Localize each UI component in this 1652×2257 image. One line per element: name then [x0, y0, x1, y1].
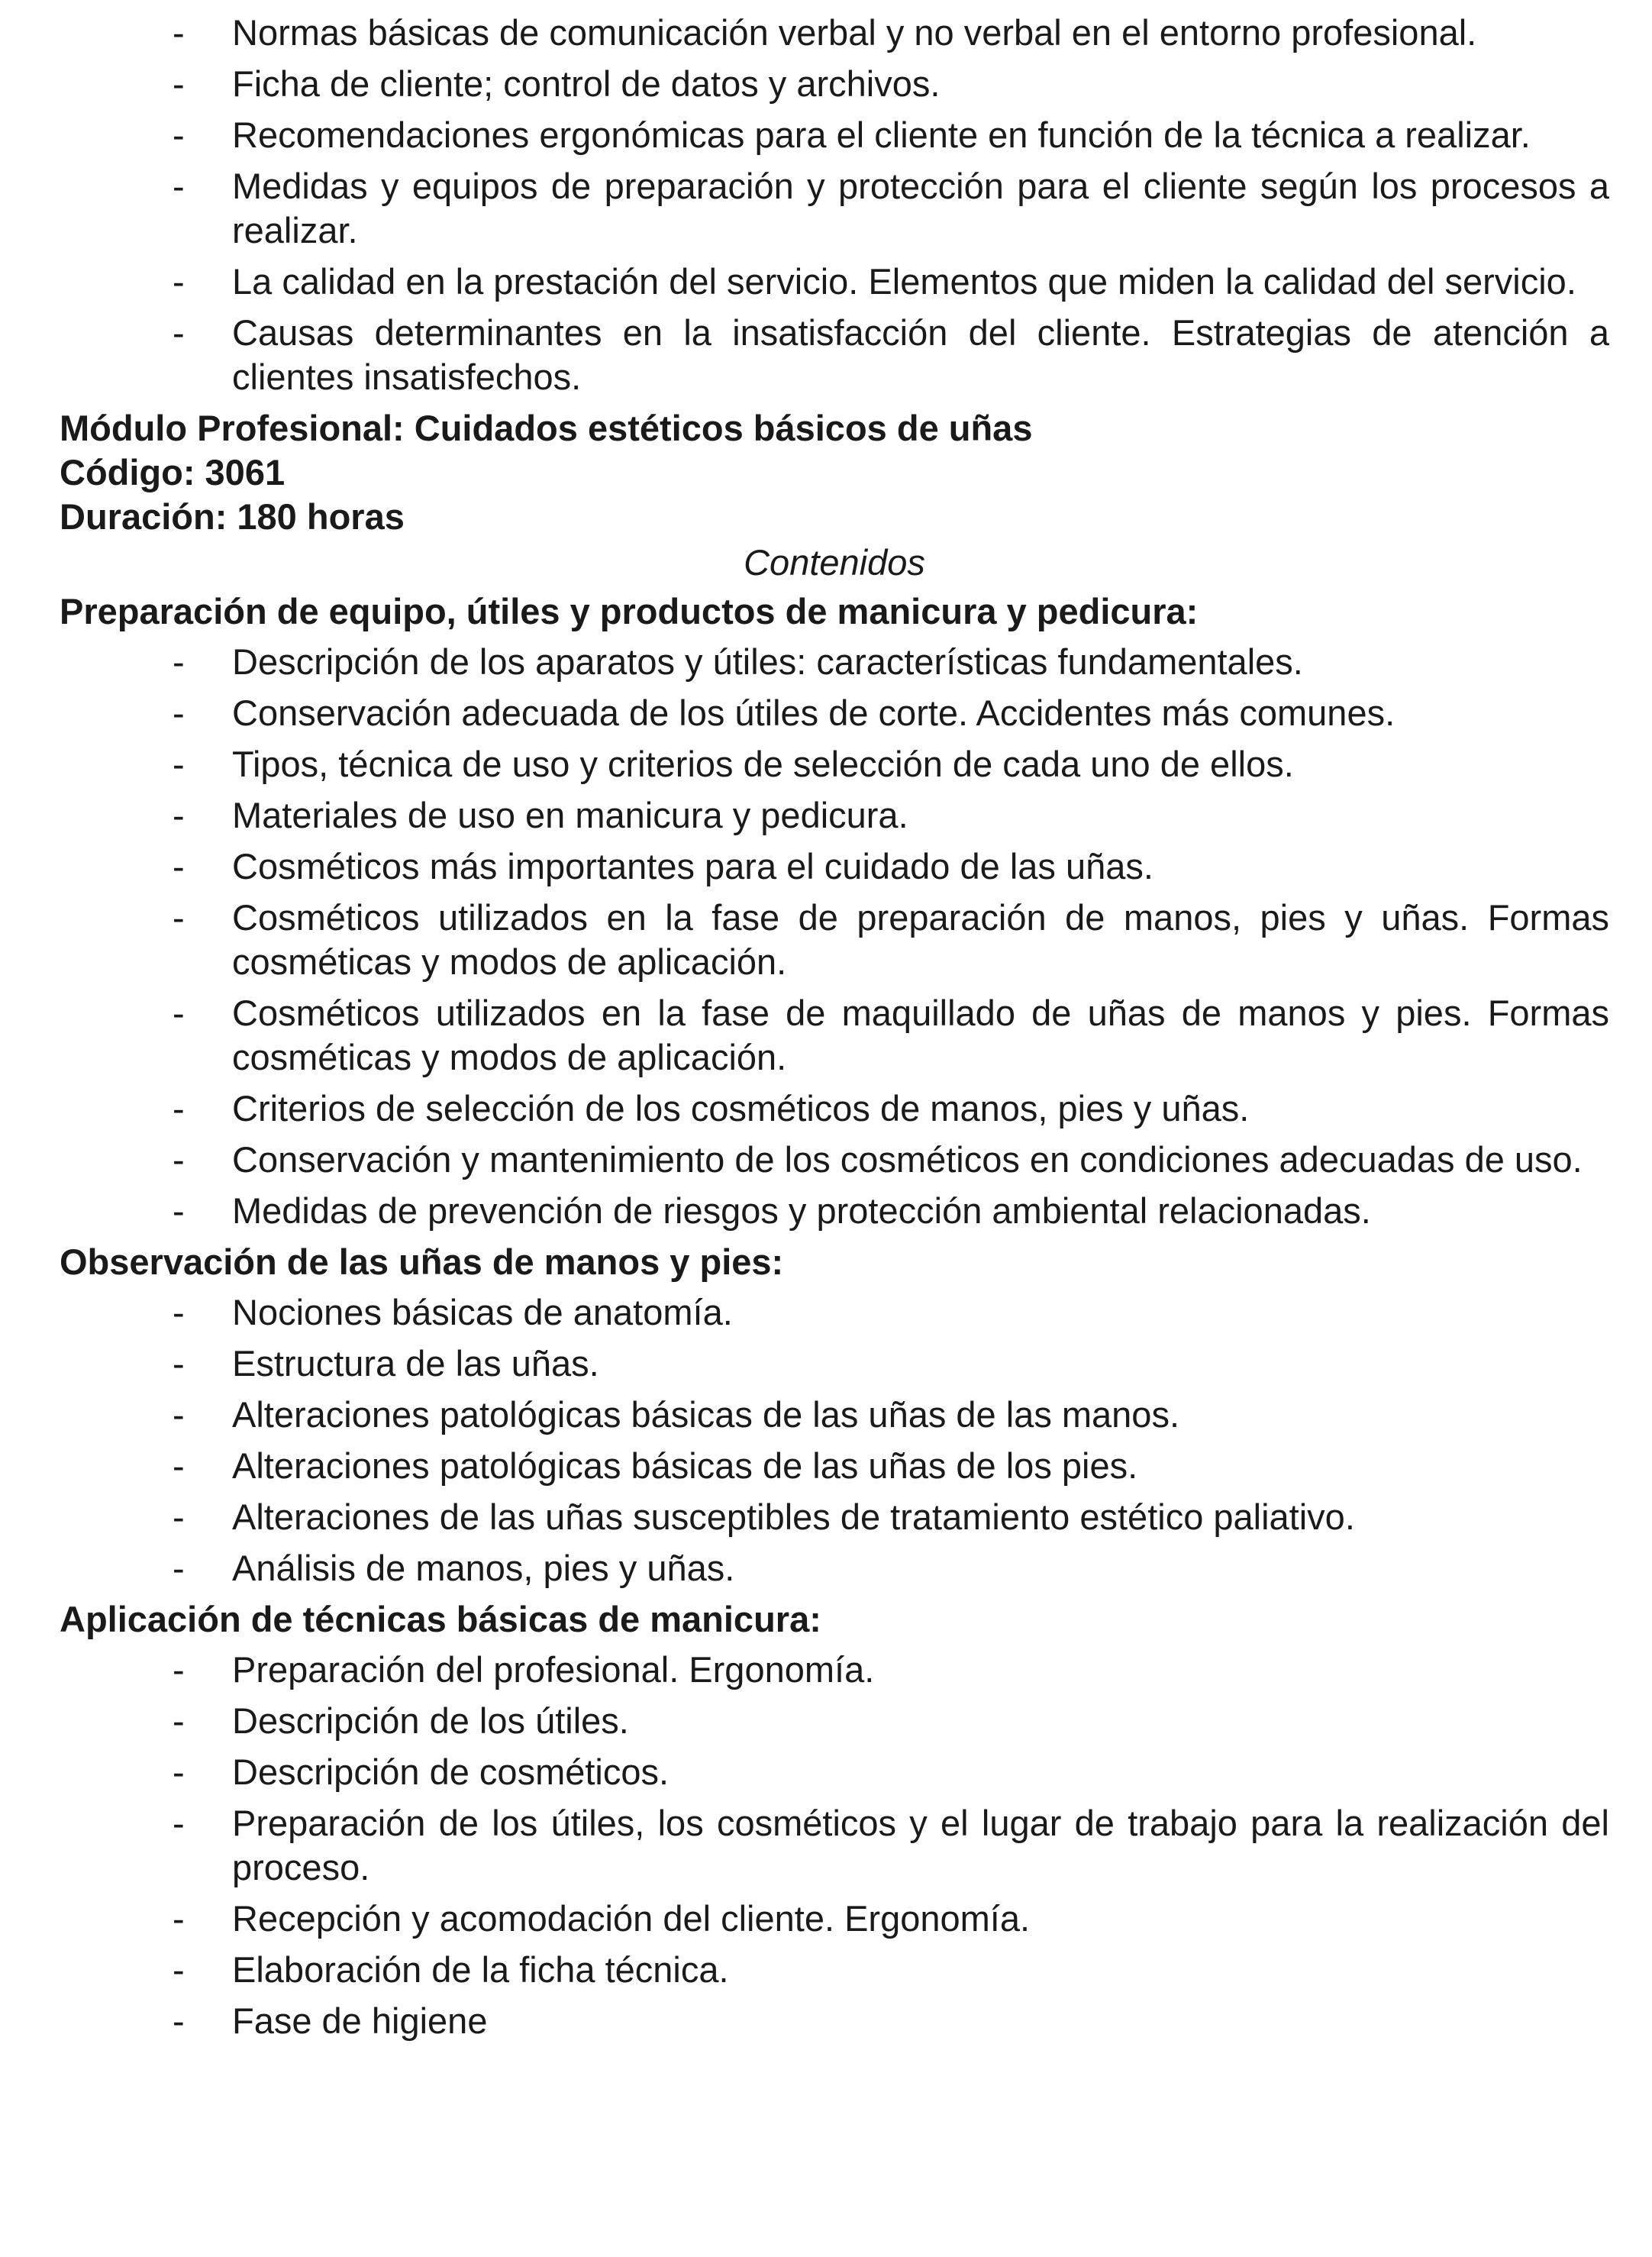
module-duration: Duración: 180 horas [60, 496, 405, 537]
dash-bullet: - [173, 2000, 185, 2041]
section-heading: Preparación de equipo, útiles y productos de manicura y pedicura: [60, 591, 1199, 631]
contents-heading: Contenidos [744, 542, 925, 583]
list-item-text: Descripción de los útiles. [232, 1700, 629, 1741]
list-item [60, 742, 1609, 786]
dash-bullet: - [173, 897, 185, 938]
list-item-text: Elaboración de la ficha técnica. [232, 1949, 729, 1990]
list-item-text: Cosméticos utilizados en la fase de preparación de manos, pies y uñas. Formas cosméticas y modos de aplicación. [232, 897, 1609, 982]
dash-bullet: - [173, 795, 185, 835]
list-item [60, 1750, 1609, 1794]
list-item [60, 164, 1609, 253]
list-item [60, 991, 1609, 1080]
list-item-text: Medidas y equipos de preparación y protección para el cliente según los procesos a realizar. [232, 166, 1609, 250]
section-heading: Aplicación de técnicas básicas de manicura: [60, 1599, 821, 1639]
dash-bullet: - [173, 115, 185, 155]
section-list [60, 1648, 1609, 2043]
intro-list [60, 11, 1609, 399]
dash-bullet: - [173, 1190, 185, 1231]
dash-bullet: - [173, 846, 185, 886]
dash-bullet: - [173, 1292, 185, 1332]
list-item [60, 1948, 1609, 1992]
list-item [60, 260, 1609, 304]
list-item-text: Alteraciones patológicas básicas de las uñas de las manos. [232, 1394, 1180, 1435]
list-item-text: Alteraciones de las uñas susceptibles de tratamiento estético paliativo. [232, 1497, 1355, 1537]
list-item-text: Alteraciones patológicas básicas de las uñas de los pies. [232, 1445, 1138, 1486]
list-item [60, 11, 1609, 55]
dash-bullet: - [173, 641, 185, 682]
dash-bullet: - [173, 693, 185, 733]
list-item-text: Preparación del profesional. Ergonomía. [232, 1649, 875, 1690]
list-item [60, 62, 1609, 106]
list-item [60, 1801, 1609, 1890]
dash-bullet: - [173, 1949, 185, 1990]
list-item-text: Medidas de prevención de riesgos y protección ambiental relacionadas. [232, 1190, 1371, 1231]
dash-bullet: - [173, 1088, 185, 1128]
list-item-text: Descripción de cosméticos. [232, 1752, 670, 1792]
list-item [60, 1342, 1609, 1386]
list-item-text: Descripción de los aparatos y útiles: características fundamentales. [232, 641, 1303, 682]
list-item-text: Cosméticos más importantes para el cuidado de las uñas. [232, 846, 1153, 886]
list-item-text: Criterios de selección de los cosméticos de manos, pies y uñas. [232, 1088, 1250, 1128]
list-item [60, 1290, 1609, 1335]
list-item [60, 1444, 1609, 1488]
dash-bullet: - [173, 1497, 185, 1537]
module-title: Módulo Profesional: Cuidados estéticos básicos de uñas [60, 408, 1033, 448]
dash-bullet: - [173, 1700, 185, 1741]
dash-bullet: - [173, 1394, 185, 1435]
dash-bullet: - [173, 1898, 185, 1939]
list-item-text: Análisis de manos, pies y uñas. [232, 1548, 735, 1588]
dash-bullet: - [173, 63, 185, 104]
dash-bullet: - [173, 1548, 185, 1588]
dash-bullet: - [173, 166, 185, 206]
list-item [60, 1495, 1609, 1539]
list-item [60, 844, 1609, 889]
dash-bullet: - [173, 1139, 185, 1180]
list-item [60, 1897, 1609, 1941]
module-code: Código: 3061 [60, 452, 286, 492]
list-item [60, 311, 1609, 399]
dash-bullet: - [173, 1649, 185, 1690]
list-item-text: La calidad en la prestación del servicio. Elementos que miden la calidad del servicio. [232, 261, 1576, 302]
list-item [60, 1087, 1609, 1131]
list-item [60, 1138, 1609, 1182]
dash-bullet: - [173, 1343, 185, 1384]
list-item [60, 113, 1609, 157]
list-item-text: Causas determinantes en la insatisfacción del cliente. Estrategias de atención a clientes insatisfechos. [232, 312, 1609, 397]
dash-bullet: - [173, 993, 185, 1033]
dash-bullet: - [173, 312, 185, 353]
list-item-text: Preparación de los útiles, los cosméticos y el lugar de trabajo para la realización del proceso. [232, 1803, 1609, 1887]
list-item [60, 1546, 1609, 1590]
list-item-text: Recomendaciones ergonómicas para el cliente en función de la técnica a realizar. [232, 115, 1531, 155]
list-item [60, 1393, 1609, 1437]
list-item [60, 1699, 1609, 1743]
list-item [60, 793, 1609, 838]
dash-bullet: - [173, 1803, 185, 1843]
list-item-text: Estructura de las uñas. [232, 1343, 599, 1384]
dash-bullet: - [173, 261, 185, 302]
list-item-text: Nociones básicas de anatomía. [232, 1292, 733, 1332]
dash-bullet: - [173, 744, 185, 784]
list-item-text: Conservación y mantenimiento de los cosméticos en condiciones adecuadas de uso. [232, 1139, 1583, 1180]
list-item-text: Materiales de uso en manicura y pedicura. [232, 795, 908, 835]
list-item [60, 1648, 1609, 1692]
list-item-text: Fase de higiene [232, 2000, 488, 2041]
section-heading: Observación de las uñas de manos y pies: [60, 1242, 784, 1282]
list-item-text: Ficha de cliente; control de datos y archivos. [232, 63, 941, 104]
list-item-text: Conservación adecuada de los útiles de corte. Accidentes más comunes. [232, 693, 1395, 733]
list-item-text: Recepción y acomodación del cliente. Ergonomía. [232, 1898, 1031, 1939]
list-item [60, 1189, 1609, 1233]
list-item [60, 1999, 1609, 2043]
list-item [60, 896, 1609, 984]
dash-bullet: - [173, 12, 185, 53]
list-item-text: Tipos, técnica de uso y criterios de selección de cada uno de ellos. [232, 744, 1294, 784]
list-item [60, 640, 1609, 684]
section-list [60, 1290, 1609, 1590]
dash-bullet: - [173, 1445, 185, 1486]
list-item [60, 691, 1609, 735]
section-list [60, 640, 1609, 1233]
document-content [60, 11, 1609, 2050]
dash-bullet: - [173, 1752, 185, 1792]
list-item-text: Cosméticos utilizados en la fase de maquillado de uñas de manos y pies. Formas cosméticas y modos de aplicación. [232, 993, 1609, 1077]
list-item-text: Normas básicas de comunicación verbal y no verbal en el entorno profesional. [232, 12, 1477, 53]
